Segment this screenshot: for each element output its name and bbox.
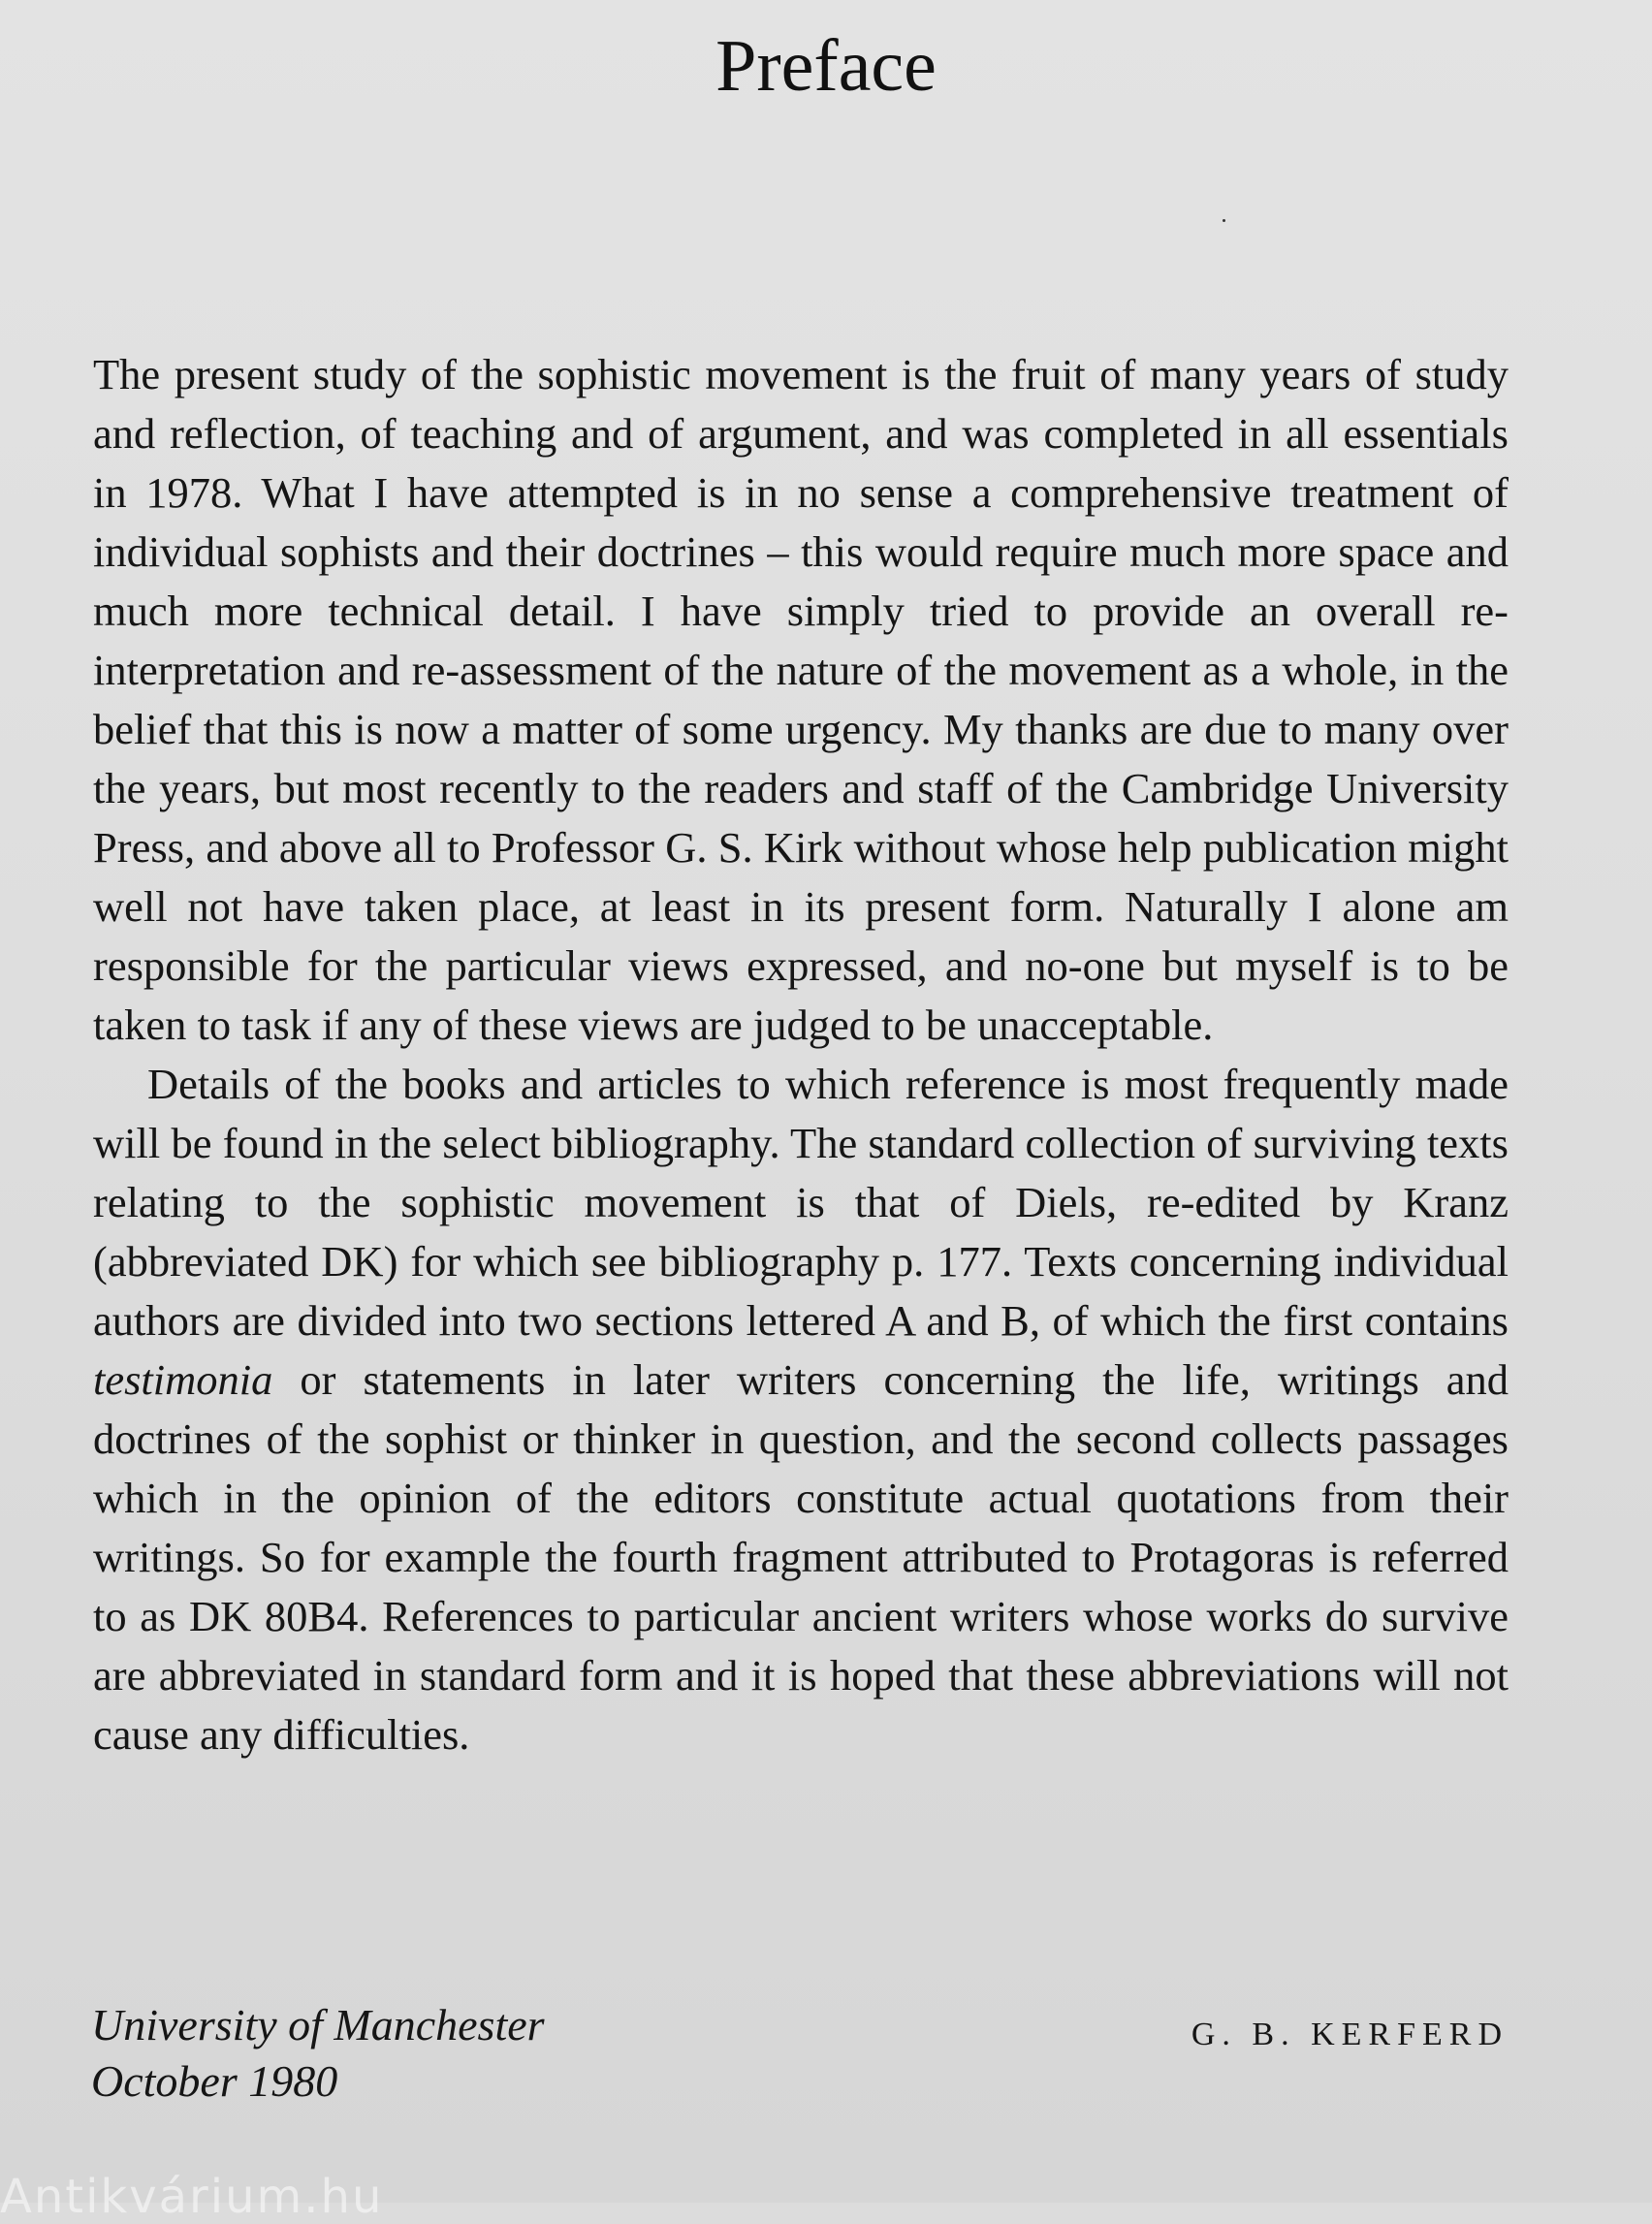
watermark: Antikvárium.hu (0, 2170, 384, 2224)
ink-speck (1223, 219, 1225, 222)
signature-author: G. B. KERFERD (1191, 2017, 1509, 2052)
signature-date: October 1980 (91, 2056, 338, 2106)
signature-place-date (91, 1997, 545, 2110)
paragraph-1 (93, 345, 1509, 1055)
signature-place: University of Manchester (91, 2000, 545, 2049)
page-title: Preface (715, 25, 937, 107)
paragraph-2-text-start: Details of the books and articles to which reference is most frequently made will be found in the select bibliography. The standard collection of surviving texts relating to the sophistic movement is that of Diels, re-edited by Kranz (abbreviated DK) for which see bibliography p. 177. Texts concerning individual authors are divided into two sections lettered A and B, of which the first contains (93, 1060, 1509, 1345)
preface-body (93, 345, 1509, 1764)
italic-term: testimonia (93, 1355, 273, 1404)
paragraph-2-text-end: or statements in later writers concerning the life, writings and doctrines of the sophist or thinker in question, and the second collects passages which in the opinion of the editors constitute actual quotations from their writings. So for example the fourth fragment attributed to Protagoras is referred to as DK 80B4. References to particular ancient writers whose works do survive are abbreviated in standard form and it is hoped that these abbreviations will not cause any difficulties. (93, 1355, 1509, 1759)
paragraph-2 (93, 1055, 1509, 1764)
paragraph-1-text: The present study of the sophistic movement is the fruit of many years of study and reflection, of teaching and of argument, and was completed in all essentials in 1978. What I have attempted is in no sense a comprehensive treatment of individual sophists and their doctrines – this would require much more space and much more technical detail. I have simply tried to provide an overall re-interpretation and re-assessment of the nature of the movement as a whole, in the belief that this is now a matter of some urgency. My thanks are due to many over the years, but most recently to the readers and staff of the Cambridge University Press, and above all to Professor G. S. Kirk without whose help publication might well not have taken place, at least in its present form. Naturally I alone am responsible for the particular views expressed, and no-one but myself is to be taken to task if any of these views are judged to be unacceptable. (93, 350, 1509, 1049)
